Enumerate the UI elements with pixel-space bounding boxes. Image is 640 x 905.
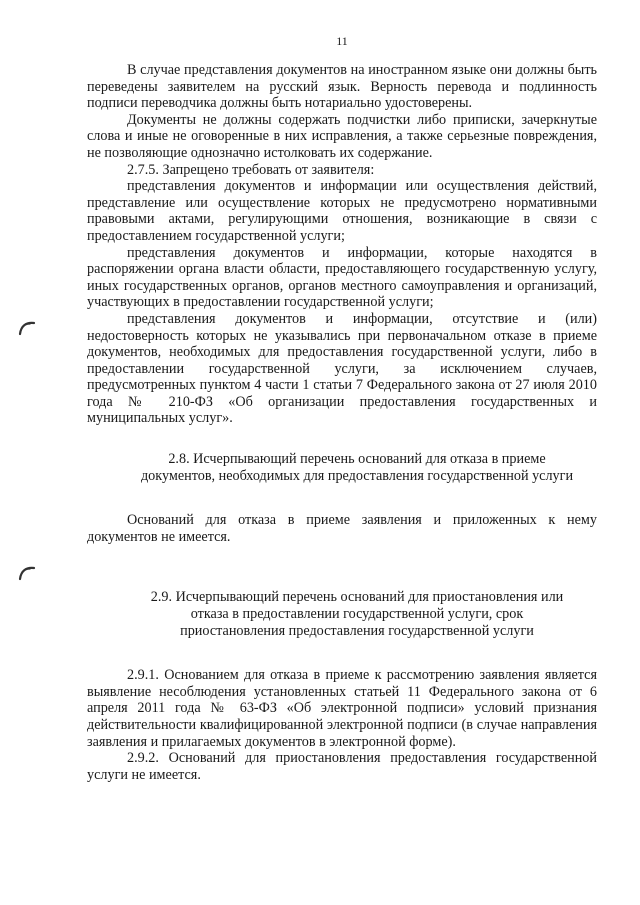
list-item: представления документов и информации, отсутствие и (или) недостоверность которых не указывались при первоначальном отказе в приеме документов, необходимых для предоставления государственной услуги, либо в предоставлении государственной услуги, за исключением случаев, предусмотренных пунктом 4 части 1 статьи 7 Федерального закона от 27 июля 2010 года № 210-ФЗ «Об организации предоставления государственных и муниципальных услуг». <box>87 310 597 427</box>
paragraph-2-7-5: 2.7.5. Запрещено требовать от заявителя: <box>127 161 375 178</box>
page-number: 11 <box>336 34 348 48</box>
list-item: представления документов и информации, которые находятся в распоряжении органа власти области, предоставляющего государственную услугу, иных государственных органов, органов местного самоуправления и организаций, участвующих в предоставлении государственной услуги; <box>87 244 597 311</box>
paragraph-2-9-1: 2.9.1. Основанием для отказа в приеме к рассмотрению заявления является выявление несоблюдения установленных статьей 11 Федерального закона от 6 апреля 2011 года № 63-ФЗ «Об электронной подписи» условий признания действительности квалифицированной электронной подписи (в случае направления заявления и прилагаемых документов в электронной форме). <box>87 667 597 750</box>
document-body <box>87 62 597 783</box>
section-heading-2-9: 2.9. Исчерпывающий перечень оснований для приостановления или отказа в предоставлении государственной услуги, срок приостановления предоставления государственной услуги <box>150 589 564 639</box>
list-item: представления документов и информации или осуществления действий, представление или осуществление которых не предусмотрено нормативными правовыми актами, регулирующими отношения, возникающие в связи с предоставлением государственной услуги; <box>87 178 597 244</box>
paragraph-2-9-2: 2.9.2. Оснований для приостановления предоставления государственной услуги не имеется. <box>87 750 597 783</box>
section-heading-2-8: 2.8. Исчерпывающий перечень оснований для отказа в приеме документов, необходимых для предоставления государственной услуги <box>140 451 574 484</box>
paragraph-foreign-language: В случае представления документов на иностранном языке они должны быть переведены заявителем на русский язык. Верность перевода и подлинность подписи переводчика должны быть нотариально удостоверены. <box>87 62 597 112</box>
paragraph-no-refusal-grounds: Оснований для отказа в приеме заявления и приложенных к нему документов не имеется. <box>87 512 597 545</box>
bracket-mark-icon <box>16 318 38 340</box>
paragraph-no-corrections: Документы не должны содержать подчистки либо приписки, зачеркнутые слова и иные не оговоренные в них исправления, а также серьезные повреждения, не позволяющие однозначно истолковать их содержание. <box>87 111 597 161</box>
bracket-mark-icon <box>16 563 38 585</box>
